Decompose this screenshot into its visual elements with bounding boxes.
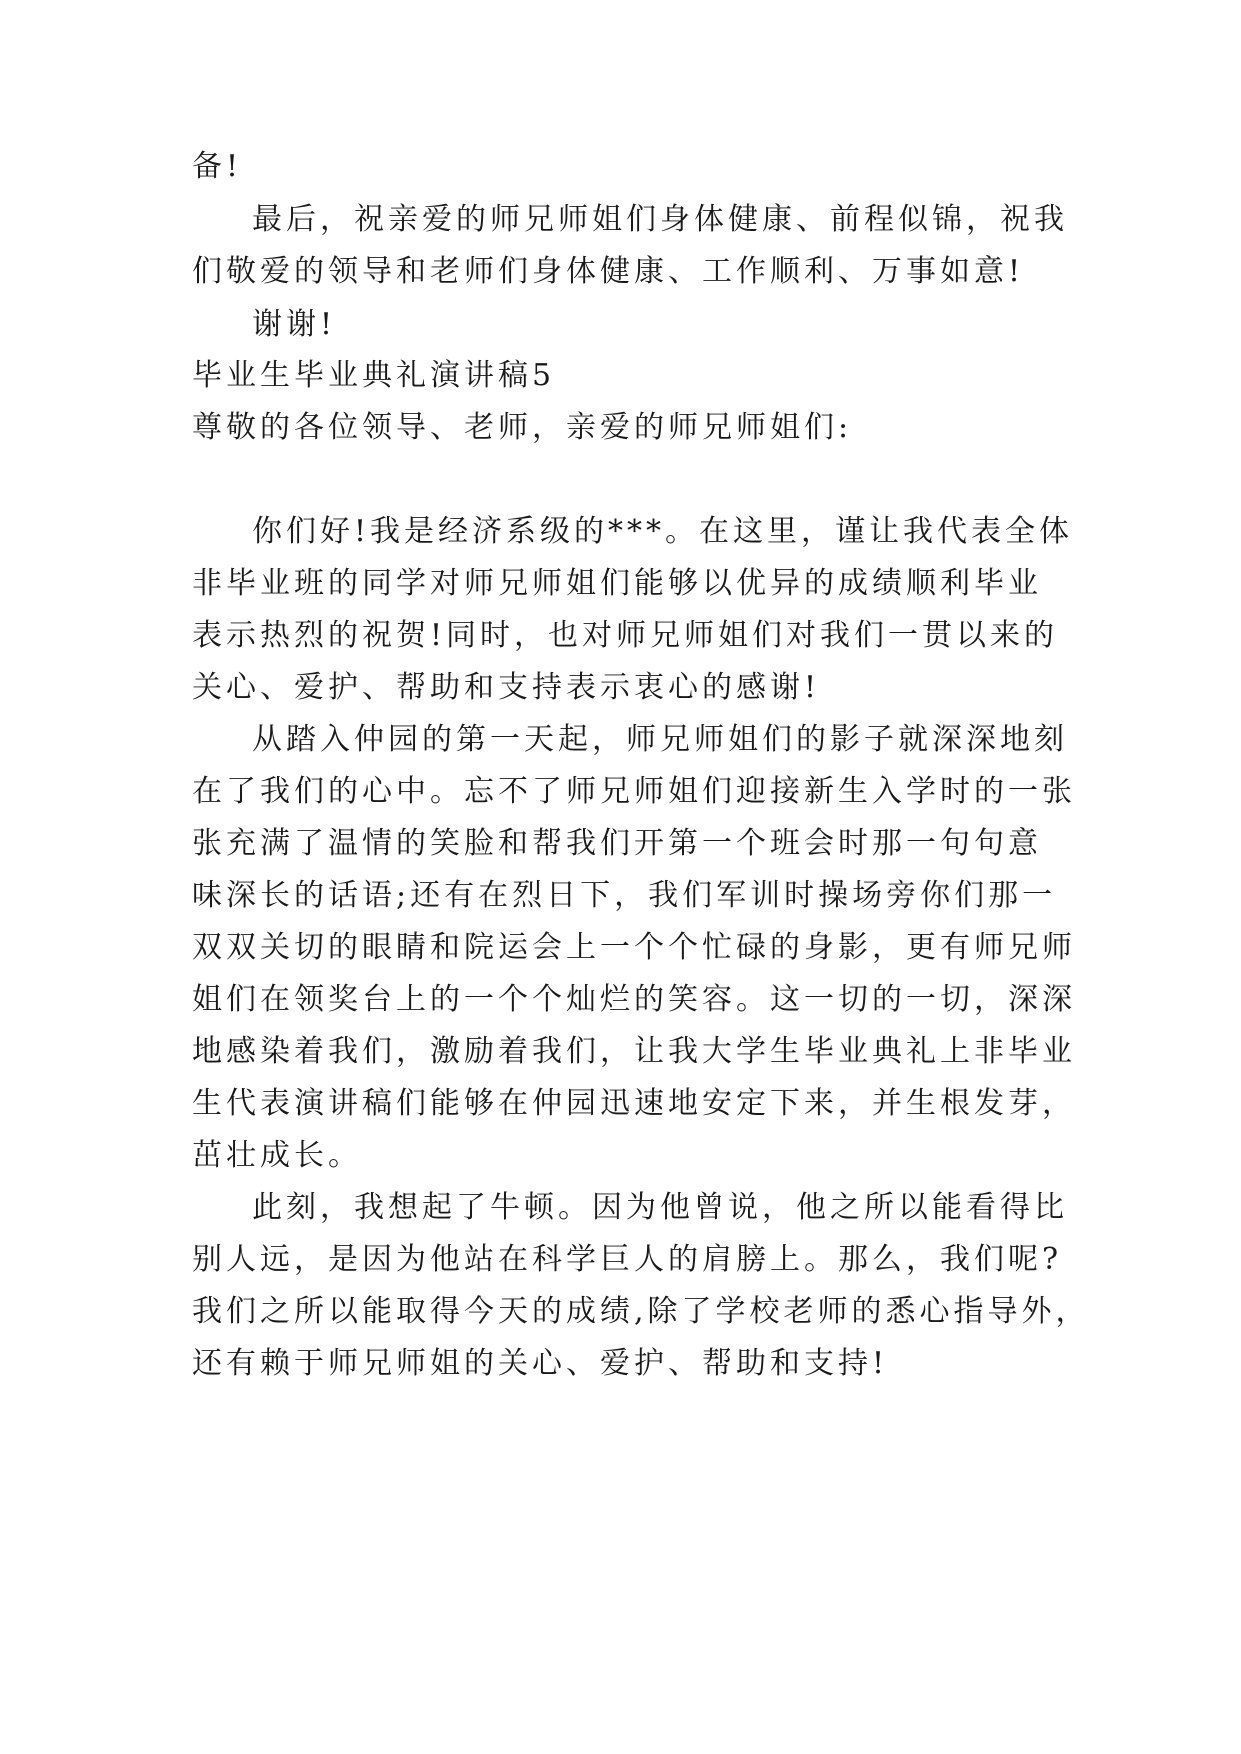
text-line: 在了我们的心中。忘不了师兄师姐们迎接新生入学时的一张 bbox=[192, 774, 1076, 809]
text-line: 们敬爱的领导和老师们身体健康、工作顺利、万事如意! bbox=[192, 254, 1025, 289]
text-line: 姐们在领奖台上的一个个灿烂的笑容。这一切的一切，深深 bbox=[192, 982, 1076, 1017]
salutation: 尊敬的各位领导、老师，亲爱的师兄师姐们: bbox=[192, 410, 853, 445]
text-line: 茁壮成长。 bbox=[192, 1138, 362, 1173]
section-heading: 毕业生毕业典礼演讲稿5 bbox=[192, 358, 556, 393]
text-line: 表示热烈的祝贺!同时，也对师兄师姐们对我们一贯以来的 bbox=[192, 618, 1059, 653]
text-line: 张充满了温情的笑脸和帮我们开第一个班会时那一句句意 bbox=[192, 826, 1042, 861]
paragraph-first-line: 谢谢! bbox=[252, 307, 337, 342]
text-line: 别人远，是因为他站在科学巨人的肩膀上。那么，我们呢? bbox=[192, 1242, 1063, 1277]
text-line: 我们之所以能取得今天的成绩,除了学校老师的悉心指导外， bbox=[192, 1294, 1090, 1329]
text-line: 双双关切的眼睛和院运会上一个个忙碌的身影，更有师兄师 bbox=[192, 930, 1076, 965]
paragraph-first-line: 最后，祝亲爱的师兄师姐们身体健康、前程似锦，祝我 bbox=[252, 202, 1068, 237]
text-line: 关心、爱护、帮助和支持表示衷心的感谢! bbox=[192, 670, 821, 705]
text-line: 备! bbox=[192, 149, 243, 184]
text-line: 非毕业班的同学对师兄师姐们能够以优异的成绩顺利毕业 bbox=[192, 566, 1042, 601]
paragraph-first-line: 从踏入仲园的第一天起，师兄师姐们的影子就深深地刻 bbox=[252, 722, 1068, 757]
text-line: 还有赖于师兄师姐的关心、爱护、帮助和支持! bbox=[192, 1346, 889, 1381]
text-line: 味深长的话语;还有在烈日下，我们军训时操场旁你们那一 bbox=[192, 878, 1057, 913]
paragraph-first-line: 此刻，我想起了牛顿。因为他曾说，他之所以能看得比 bbox=[252, 1190, 1068, 1225]
paragraph-first-line: 你们好!我是经济系级的***。在这里，谨让我代表全体 bbox=[252, 514, 1074, 549]
text-line: 生代表演讲稿们能够在仲园迅速地安定下来，并生根发芽， bbox=[192, 1086, 1076, 1121]
text-line: 地感染着我们，激励着我们，让我大学生毕业典礼上非毕业 bbox=[192, 1034, 1076, 1069]
